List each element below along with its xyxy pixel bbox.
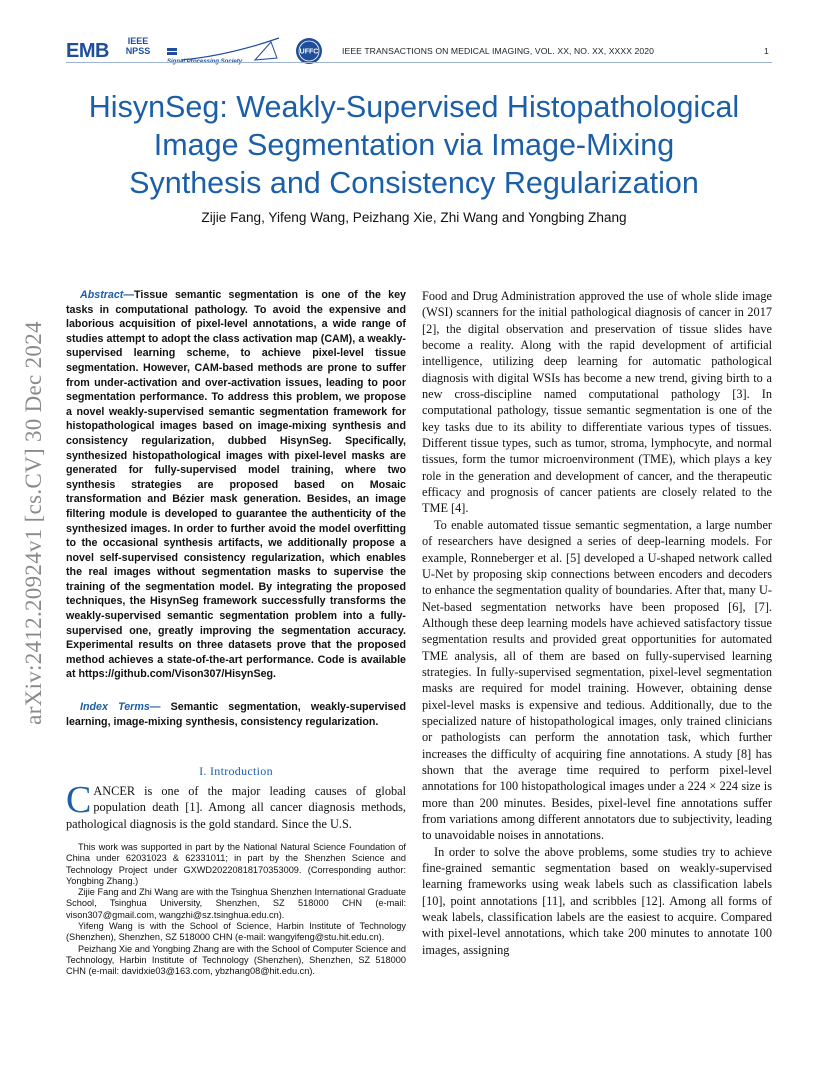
abstract-text: Tissue semantic segmentation is one of the key tasks in computational pathology. To avoid the expensive and laborious acquisition of pixel-level annotations, a wide range of studies attempt to adopt the class activation map (CAM), a weakly-supervised learning scheme, to achieve pixel-level tissue segmentation. However, CAM-based methods are prone to suffer from under-activation and over-activation issues, leading to poor segmentation performance. To address this problem, we propose a novel weakly-supervised semantic segmentation framework for histopathological images based on image-mixing synthesis and consistency regularization, dubbed HisynSeg. Specifically, synthesized histopathological images with pixel-level masks are generated for fully-supervised model training, where two synthesis strategies are proposed based on Mosaic transformation and Bézier mask generation. Besides, an image filtering module is developed to guarantee the authenticity of the synthesized images. In order to further avoid the model overfitting to the occasional synthesis artifacts, we additionally propose a novel self-supervised consistency regularization, which enables the real images without segmentation masks to supervise the training of the segmentation model. By integrating the proposed techniques, the HisynSeg framework successfully transforms the weakly-supervised semantic segmentation problem into a fully-supervised one, greatly improving the segmentation accuracy. Experimental results on three datasets prove that the proposed method achieves a state-of-the-art performance. Code is available at https://github.com/Vison307/HisynSeg. [66, 289, 406, 681]
title-line-1: HisynSeg: Weakly-Supervised Histopathological [88, 90, 740, 124]
uffc-logo-text: UFFC [299, 48, 319, 56]
body-paragraph-3: In order to solve the above problems, some studies try to achieve fine-grained semantic segmentation based on weakly-supervised learning frameworks using weak labels such as classification labels [10], point annotations [11], and scribbles [12]. Among all forms of weak labels, classification labels are the easiest to acquire. Compared with pixel-level annotations, which take 200 minutes to annotate 100 images, assigning [422, 844, 772, 957]
section-heading-introduction: I. Introduction [199, 764, 273, 778]
npss-logo-ieee: IEEE [127, 36, 149, 46]
right-column-body [422, 288, 772, 958]
npss-logo-text: NPSS [125, 46, 151, 56]
arxiv-stamp: arXiv:2412.20924v1 [cs.CV] 30 Dec 2024 [21, 321, 46, 725]
paper-title [40, 88, 788, 202]
header-rule [66, 62, 772, 63]
index-terms-label: Index Terms— [80, 701, 161, 713]
uffc-logo [295, 37, 323, 65]
author-list: Zijie Fang, Yifeng Wang, Peizhang Xie, Zhi Wang and Yongbing Zhang [201, 210, 627, 225]
body-paragraph-2: To enable automated tissue semantic segmentation, a large number of researchers have designed a series of deep-learning models. For example, Ronneberger et al. [5] developed a U-shaped network called U-Net by proposing skip connections between encoders and decoders to enhance the segmentation quality of boundaries. After that, many U-Net-based segmentation networks have been proposed [6], [7]. Although these deep learning models have achieved satisfactory tissue segmentation results and provided great opportunities for automated TME analysis, all of them are based on fully-supervised learning strategies. In fully-supervised segmentation, pixel-level segmentation masks are required for model training. However, obtaining dense pixel-level masks is expensive and tedious. Additionally, due to the specialized nature of histopathological images, only trained clinicians or pathologists can perform the annotation task, which further increases the difficulty of acquiring fine annotations. A study [8] has shown that the average time required to perform pixel-level annotations for 100 histopathological images under a 224 × 224 size is more than 200 minutes. Besides, pixel-level fine annotations suffer from variations among different annotators due to subjectivity, leading to unavoidable noises in annotations. [422, 517, 772, 843]
body-paragraph-1: Food and Drug Administration approved the use of whole slide image (WSI) scanners for the initial pathological diagnosis of cancer in 2017 [2], the digital observation and preservation of tissue slides have become a reality. Along with the rapid development of artificial intelligence, utilizing deep learning for automatic pathological diagnosis with digital WSIs has become a new trend, giving birth to a new cross-discipline named computational pathology [3]. In computational pathology, tissue semantic segmentation is one of the key tasks due to its ability to differentiate various types of tissues. Different tissue types, such as tumor, stroma, lymphocyte, and normal tissues, form the tumor microenvironment (TME), which plays a key role in the generation and development of cancer, and the therapeutic efficacy and prognosis of cancer patients are closely related to the TME [4]. [422, 289, 772, 516]
intro-text: ANCER is one of the major leading causes of global population death [1]. Among all cancer diagnosis methods, pathological diagnosis is the gold standard. Since the U.S. [66, 784, 406, 831]
footnotes [66, 842, 406, 978]
footnote-funding: This work was supported in part by the National Natural Science Foundation of China under 62031023 & 62331011; in part by the Shenzhen Science and Technology Project under GXWD20220818170353009. (Corresponding author: Yongbing Zhang.) [66, 842, 406, 886]
page-number: 1 [764, 46, 769, 56]
drop-cap: C [66, 779, 92, 821]
footnote-affiliation-3: Peizhang Xie and Yongbing Zhang are with the School of Computer Science and Technology, Harbin Institute of Technology (Shenzhen), Shenzhen, SZ 518000 CHN (e-mail: davidxie03@163.com, ybzhang08@hit.edu.cn). [66, 943, 406, 977]
footnote-affiliation-1: Zijie Fang and Zhi Wang are with the Tsinghua Shenzhen International Graduate School, Tsinghua University, Shenzhen, SZ 518000 CHN (e-mail: vison307@gmail.com, wangzhi@sz.tsinghua.edu.cn). [66, 887, 406, 920]
footnote-affiliation-2: Yifeng Wang is with the School of Science, Harbin Institute of Technology (Shenzhen), Shenzhen, SZ 518000 CHN (e-mail: wangyifeng@stu.hit.edu.cn). [66, 921, 406, 943]
intro-paragraph [66, 779, 406, 832]
abstract-label: Abstract— [80, 289, 135, 301]
journal-header: IEEE TRANSACTIONS ON MEDICAL IMAGING, VOL. XX, NO. XX, XXXX 2020 [342, 46, 655, 56]
abstract [66, 288, 406, 682]
title-line-3: Synthesis and Consistency Regularization [129, 166, 699, 200]
index-terms-text: Semantic segmentation, weakly-supervised learning, image-mixing synthesis, consistency regularization. [66, 701, 406, 728]
title-line-2: Image Segmentation via Image-Mixing [153, 128, 675, 162]
index-terms [66, 700, 406, 729]
emb-logo: EMB [66, 39, 109, 62]
